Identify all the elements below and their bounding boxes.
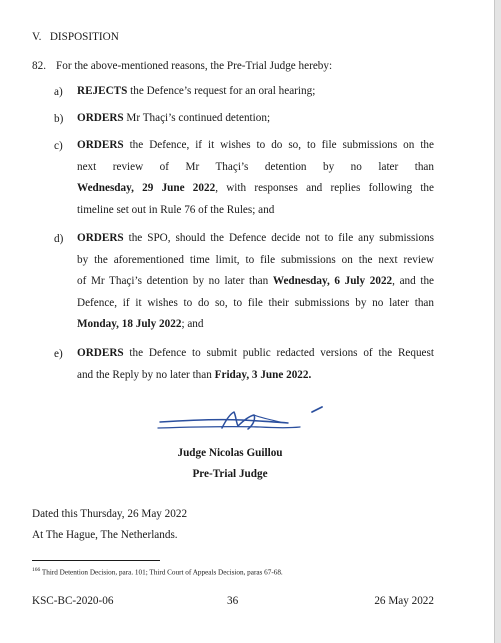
footnote-marker: 166 (32, 567, 41, 573)
section-heading: V. DISPOSITION (32, 31, 119, 43)
order-a: REJECTS the Defence’s request for an oral hearing; (77, 85, 316, 97)
order-c-deadline: Wednesday, 29 June 2022 (77, 182, 216, 194)
footer-page-number: 36 (227, 595, 239, 607)
order-e-deadline: Friday, 3 June 2022. (214, 368, 312, 381)
order-c-letter: c) (54, 140, 63, 152)
order-b-letter: b) (54, 113, 64, 125)
footnote-separator (32, 560, 160, 561)
order-d-deadline-defence: Monday, 18 July 2022 (77, 318, 182, 330)
order-e-verb: ORDERS (77, 347, 124, 359)
signature-image (150, 398, 330, 438)
signatory-role: Pre-Trial Judge (192, 468, 268, 480)
order-d-letter: d) (54, 233, 64, 245)
order-d-deadline-spo: Wednesday, 6 July 2022 (272, 275, 393, 287)
order-d-verb: ORDERS (77, 232, 124, 244)
order-e: ORDERS the Defence to submit public redacted versions of the Request and the Reply by no later than Friday, 3 June 2022. (77, 347, 434, 381)
order-c-verb: ORDERS (77, 139, 124, 151)
paragraph-number: 82. (32, 60, 46, 72)
footer-case-number: KSC-BC-2020-06 (32, 595, 114, 607)
viewer-scrollbar[interactable] (494, 0, 501, 643)
order-e-letter: e) (54, 348, 63, 360)
paragraph-intro: For the above-mentioned reasons, the Pre-Trial Judge hereby: (56, 60, 333, 72)
footnote (32, 567, 283, 576)
place-line: At The Hague, The Netherlands. (32, 529, 178, 541)
order-b-verb: ORDERS (77, 112, 124, 124)
dated-line: Dated this Thursday, 26 May 2022 (32, 508, 188, 520)
signatory-name: Judge Nicolas Guillou (177, 447, 283, 459)
order-a-verb: REJECTS (77, 85, 128, 97)
footnote-text: Third Detention Decision, para. 101; Third Court of Appeals Decision, paras 67-68. (40, 568, 283, 577)
order-b: ORDERS Mr Thaçi’s continued detention; (77, 112, 271, 124)
order-c: ORDERS the Defence, if it wishes to do so, to file submissions on the next review of Mr Thaçi’s detention by no later than Wednesday, 29 June 2022, with responses and replies following the timeline set out in Rule 76 of the Rules; and (77, 139, 434, 216)
order-a-letter: a) (54, 86, 63, 98)
order-d: ORDERS the SPO, should the Defence decide not to file any submissions by the aforementioned time limit, to file submissions on the next review of Mr Thaçi’s detention by no later than Wednesday, 6 July 2022, and the Defence, if it wishes to do so, to file their submissions by no later than Monday, 18 July 2022; and (77, 232, 435, 330)
footer-date: 26 May 2022 (374, 595, 434, 607)
